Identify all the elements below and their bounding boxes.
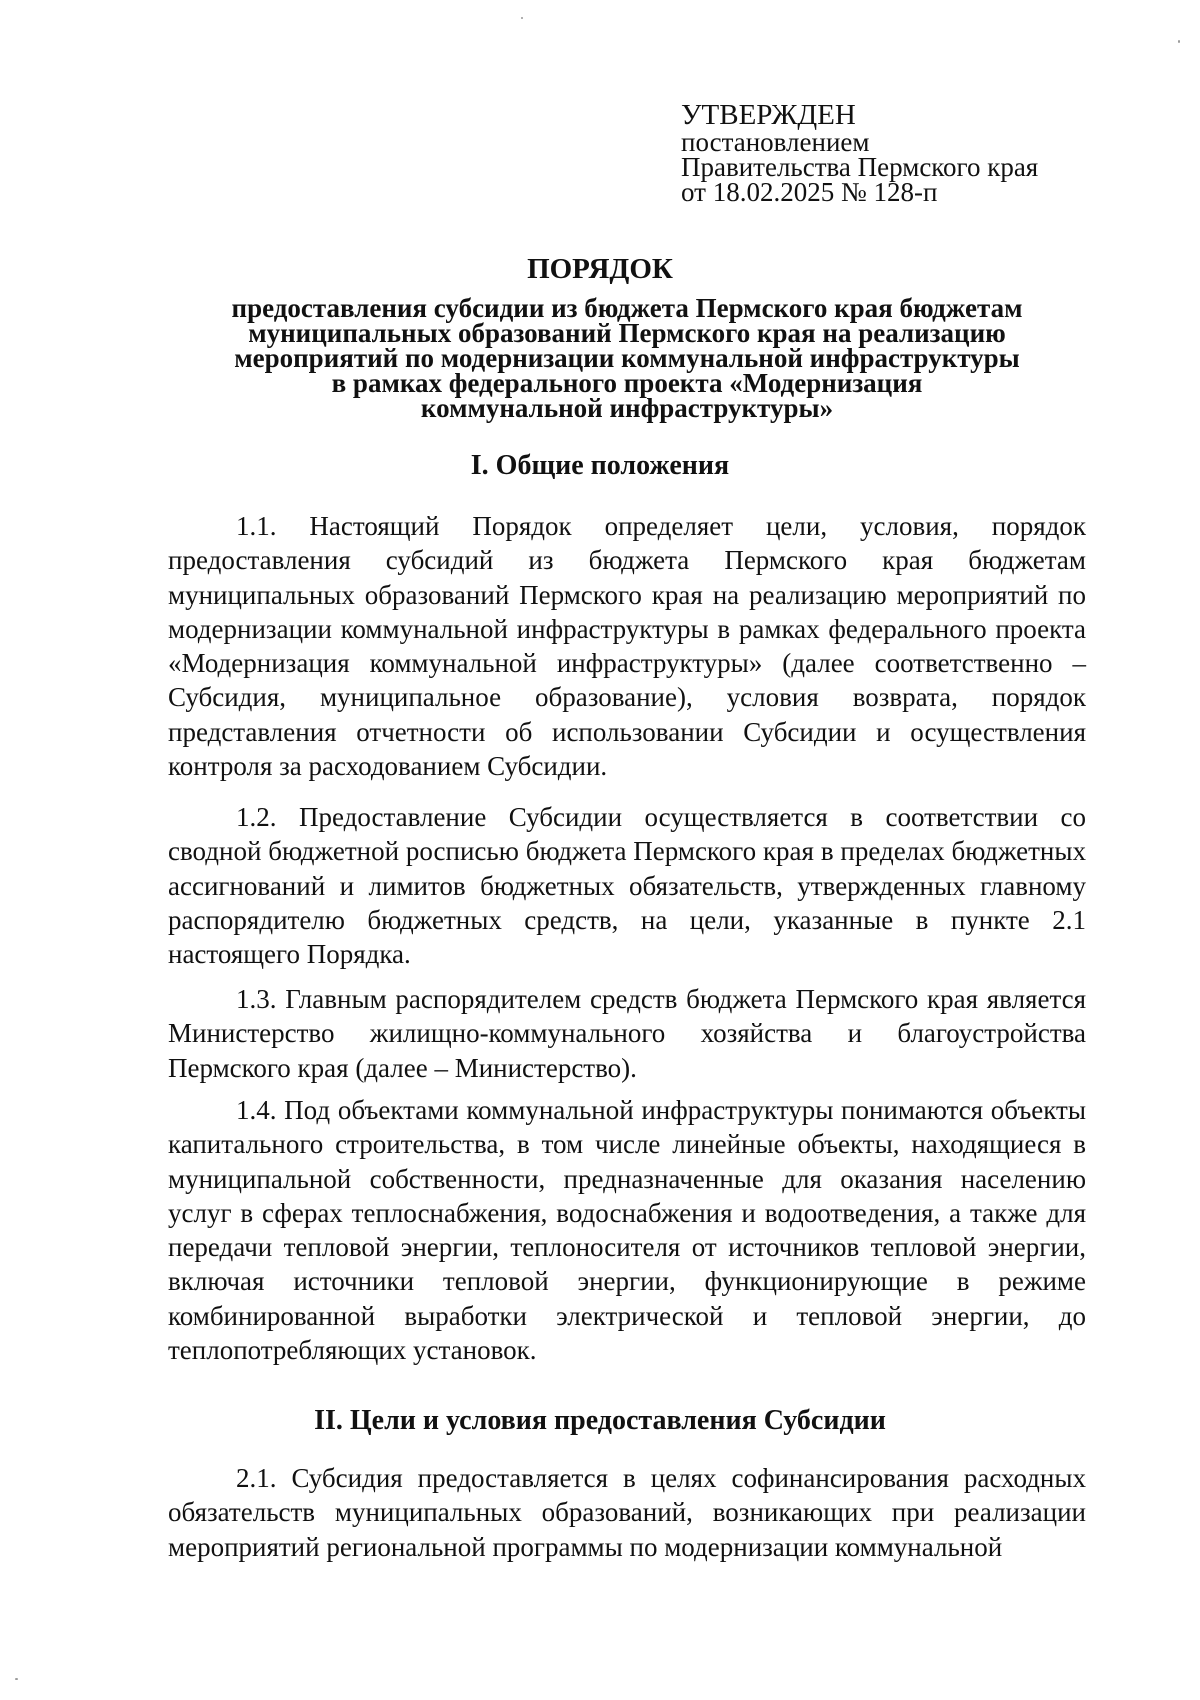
approval-date-number: от 18.02.2025 № 128-п xyxy=(681,177,938,207)
approval-heading: УТВЕРЖДЕН xyxy=(681,99,856,131)
subtitle-line: коммунальной инфраструктуры» xyxy=(420,393,834,423)
section-heading-goals-conditions: II. Цели и условия предоставления Субсидии xyxy=(314,1405,886,1436)
paragraph-2-1: 2.1. Субсидия предоставляется в целях софинансирования расходных обязательств муниципальных образований, возникающих при реализации мероприятий региональной программы по модернизации коммунальной xyxy=(168,1463,1086,1562)
subtitle-line: мероприятий по модернизации коммунальной инфраструктуры xyxy=(234,343,1020,373)
document-subtitle xyxy=(190,293,1064,423)
subtitle-line: муниципальных образований Пермского края на реализацию xyxy=(248,318,1006,348)
subtitle-line: в рамках федерального проекта «Модернизация xyxy=(331,368,923,398)
paragraph-1-2: 1.2. Предоставление Субсидии осуществляется в соответствии со сводной бюджетной росписью бюджета Пермского края в пределах бюджетных ассигнований и лимитов бюджетных обязательств, утвержденных главному распорядителю бюджетных средств, на цели, указанные в пункте 2.1 настоящего Порядка. xyxy=(168,802,1086,970)
approval-stamp xyxy=(681,101,1101,205)
scan-speck xyxy=(15,1678,18,1680)
paragraph-1-3: 1.3. Главным распорядителем средств бюджета Пермского края является Министерство жилищно-коммунального хозяйства и благоустройства Пермского края (далее – Министерство). xyxy=(168,984,1086,1083)
approval-line: постановлением xyxy=(681,127,870,157)
subtitle-line: предоставления субсидии из бюджета Пермского края бюджетам xyxy=(231,293,1023,323)
section-heading-general-provisions: I. Общие положения xyxy=(470,450,730,481)
approval-line: Правительства Пермского края xyxy=(681,152,1039,182)
scan-speck xyxy=(521,17,523,19)
paragraph-1-4: 1.4. Под объектами коммунальной инфраструктуры понимаются объекты капитального строительства, в том числе линейные объекты, находящиеся в муниципальной собственности, предназначенные для оказания населению услуг в сферах теплоснабжения, водоснабжения и водоотведения, а также для передачи тепловой энергии, теплоносителя от источников тепловой энергии, включая источники тепловой энергии, функционирующие в режиме комбинированной выработки электрической и тепловой энергии, до теплопотребляющих установок. xyxy=(168,1095,1086,1366)
document-title: ПОРЯДОК xyxy=(527,253,673,285)
scan-speck xyxy=(1178,40,1180,43)
paragraph-1-1: 1.1. Настоящий Порядок определяет цели, условия, порядок предоставления субсидий из бюджета Пермского края бюджетам муниципальных образований Пермского края на реализацию мероприятий по модернизации коммунальной инфраструктуры в рамках федерального проекта «Модернизация коммунальной инфраструктуры» (далее соответственно – Субсидия, муниципальное образование), условия возврата, порядок представления отчетности об использовании Субсидии и осуществления контроля за расходованием Субсидии. xyxy=(168,511,1086,782)
